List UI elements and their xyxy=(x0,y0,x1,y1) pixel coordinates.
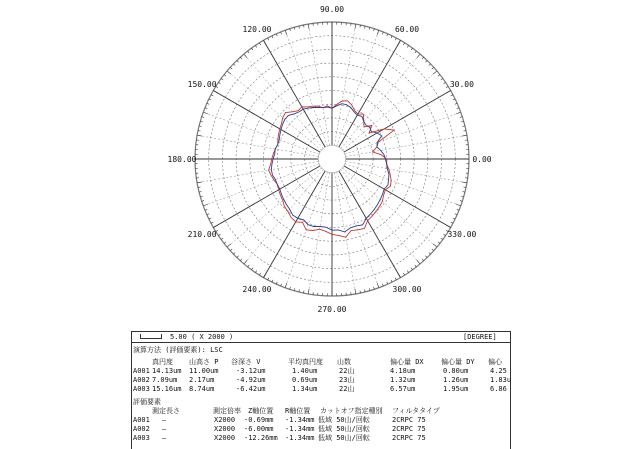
polar-tick xyxy=(444,82,446,83)
polar-tick xyxy=(244,260,247,264)
eval-cell: 2CRPC 75 xyxy=(392,425,426,433)
polar-tick xyxy=(227,244,231,247)
polar-tick xyxy=(417,260,420,264)
polar-tick xyxy=(446,91,450,94)
eval-cell: -12.26mm xyxy=(244,434,278,442)
polar-center xyxy=(318,145,345,172)
calc-cell: 1.34um xyxy=(292,385,318,393)
polar-tick xyxy=(285,30,287,35)
polar-tick xyxy=(462,182,467,183)
eval-header: カットオフ指定種別 xyxy=(320,407,383,415)
polar-tick xyxy=(203,112,208,114)
table-left-border xyxy=(131,331,132,449)
polar-tick xyxy=(432,67,434,69)
calc-header: 山高さ P xyxy=(189,358,219,366)
calc-header: 山数 xyxy=(337,358,351,366)
polar-tick xyxy=(255,45,256,47)
polar-tick xyxy=(355,289,356,294)
polar-tick xyxy=(264,273,267,277)
polar-tick xyxy=(259,43,260,45)
calc-cell: -6.42um xyxy=(236,385,266,393)
polar-tick xyxy=(415,265,417,267)
calc-cell: 23山 xyxy=(339,376,355,384)
polar-tick xyxy=(251,48,252,50)
eval-header: R軸位置 xyxy=(285,407,311,415)
polar-spoke xyxy=(213,91,320,153)
eval-cell: -1.34mm xyxy=(285,416,315,424)
polar-tick xyxy=(438,242,440,244)
calc-cell: -4.92um xyxy=(236,376,266,384)
eval-header: 測定長さ xyxy=(152,407,180,415)
polar-tick xyxy=(224,75,226,77)
calc-header: 偏心 xyxy=(488,358,502,366)
polar-tick xyxy=(456,112,461,114)
polar-tick xyxy=(444,234,446,235)
polar-tick xyxy=(251,268,252,270)
calc-row-id: A002 xyxy=(133,376,150,384)
calc-cell: 22山 xyxy=(339,385,355,393)
polar-tick xyxy=(255,271,256,273)
polar-tick xyxy=(213,91,217,94)
calc-header: 谷深さ V xyxy=(231,358,261,366)
table-header-rule xyxy=(131,342,511,343)
polar-spoke xyxy=(308,172,329,293)
eval-cell: 低域 50山/回転 xyxy=(318,425,370,433)
polar-spoke xyxy=(244,169,323,263)
eval-cell: — xyxy=(162,416,167,424)
calc-cell: 0.80um xyxy=(443,367,469,375)
polar-tick xyxy=(462,135,467,136)
polar-tick xyxy=(432,249,434,251)
polar-tick xyxy=(197,182,202,183)
polar-tick xyxy=(398,40,401,44)
polar-tick xyxy=(422,259,424,261)
polar-tick xyxy=(240,57,242,59)
polar-tick xyxy=(218,82,220,83)
unit-label: [DEGREE] xyxy=(463,333,497,341)
eval-row-id: A003 xyxy=(133,434,150,442)
polar-tick xyxy=(197,135,202,136)
calc-cell: 1.26um xyxy=(443,376,469,384)
polar-tick xyxy=(221,78,223,79)
angle-label: 0.00 xyxy=(472,155,492,164)
calc-cell: 1.40um xyxy=(292,367,318,375)
eval-header: 測定倍率 xyxy=(213,407,241,415)
eval-cell: -1.34mm xyxy=(285,425,315,433)
calc-header: 偏心量 DY xyxy=(441,358,475,366)
polar-tick xyxy=(230,249,232,251)
polar-tick xyxy=(218,234,220,235)
polar-tick xyxy=(456,204,461,206)
angle-label: 150.00 xyxy=(187,80,217,89)
eval-cell: -0.69mm xyxy=(244,416,274,424)
eval-section-label: 評価要素 xyxy=(133,398,161,406)
angle-label: 240.00 xyxy=(242,284,272,294)
polar-tick xyxy=(308,289,309,294)
eval-cell: — xyxy=(162,425,167,433)
eval-cell: -6.00mm xyxy=(244,425,274,433)
polar-tick xyxy=(407,271,408,273)
polar-tick xyxy=(233,64,235,66)
polar-tick xyxy=(377,30,379,35)
polar-tick xyxy=(308,24,309,29)
calc-row-id: A003 xyxy=(133,385,150,393)
table-top-rule xyxy=(131,331,511,332)
calc-cell: 0.69um xyxy=(292,376,318,384)
polar-tick xyxy=(237,256,239,258)
calc-row-id: A001 xyxy=(133,367,150,375)
eval-row-id: A001 xyxy=(133,416,150,424)
eval-cell: X2000 xyxy=(214,416,236,424)
angle-label: 90.00 xyxy=(319,5,345,14)
polar-tick xyxy=(244,54,247,58)
polar-spoke xyxy=(308,24,329,145)
polar-spoke xyxy=(342,168,436,247)
polar-tick xyxy=(417,54,420,58)
polar-tick xyxy=(425,256,427,258)
angle-label: 300.00 xyxy=(392,284,422,294)
polar-tick xyxy=(248,265,250,267)
polar-spoke xyxy=(341,54,420,148)
polar-tick xyxy=(433,71,437,74)
polar-tick xyxy=(233,252,235,254)
eval-cell: X2000 xyxy=(214,434,236,442)
angle-label: 180.00 xyxy=(167,155,197,164)
polar-tick xyxy=(403,273,404,275)
eval-header: フィルタタイプ xyxy=(392,407,440,415)
polar-tick xyxy=(415,51,417,53)
calc-cell: 11.00um xyxy=(189,367,219,375)
eval-row-id: A002 xyxy=(133,425,150,433)
polar-tick xyxy=(377,283,379,288)
polar-tick xyxy=(259,273,260,275)
polar-tick xyxy=(429,252,431,254)
calc-cell: 15.16um xyxy=(152,385,182,393)
calc-cell: 4.18um xyxy=(390,367,416,375)
calc-header: 偏心量 DX xyxy=(390,358,424,366)
polar-spoke xyxy=(345,161,466,182)
polar-spoke xyxy=(227,71,321,150)
polar-tick xyxy=(398,273,401,277)
polar-tick xyxy=(227,71,231,74)
eval-cell: 低域 50山/回転 xyxy=(318,434,370,442)
polar-spoke xyxy=(197,135,318,156)
eval-cell: 2CRPC 75 xyxy=(392,416,426,424)
polar-tick xyxy=(446,225,450,228)
polar-tick xyxy=(429,64,431,66)
polar-spoke xyxy=(264,171,326,278)
calc-cell: -3.12um xyxy=(236,367,266,375)
polar-spoke xyxy=(334,172,355,293)
polar-tick xyxy=(240,259,242,261)
polar-tick xyxy=(213,225,217,228)
polar-spoke xyxy=(334,24,355,145)
eval-header: Z軸位置 xyxy=(248,407,274,415)
table-right-border xyxy=(510,331,511,449)
angle-label: 330.00 xyxy=(447,230,477,239)
polar-spoke xyxy=(345,135,466,156)
eval-cell: -1.34mm xyxy=(285,434,315,442)
polar-tick xyxy=(403,43,404,45)
polar-tick xyxy=(422,57,424,59)
polar-tick xyxy=(248,51,250,53)
polar-tick xyxy=(446,86,448,87)
polar-spoke xyxy=(344,166,451,228)
angle-label: 210.00 xyxy=(187,230,217,239)
polar-spoke xyxy=(341,169,420,263)
calc-cell: 2.17um xyxy=(189,376,215,384)
scale-bar xyxy=(140,334,162,339)
polar-tick xyxy=(230,67,232,69)
polar-spoke xyxy=(342,71,436,150)
polar-tick xyxy=(221,238,223,239)
angle-label: 60.00 xyxy=(394,25,420,35)
polar-tick xyxy=(203,204,208,206)
polar-spoke xyxy=(197,161,318,182)
polar-tick xyxy=(264,40,267,44)
angle-label: 120.00 xyxy=(242,25,272,35)
polar-tick xyxy=(237,60,239,62)
calc-cell: 1.95um xyxy=(443,385,469,393)
calc-cell: 1.83u xyxy=(490,376,512,384)
calc-cell: 8.74um xyxy=(189,385,215,393)
calc-header: 真円度 xyxy=(152,358,173,366)
calc-method-label: 演算方法 (評価要素): LSC xyxy=(133,346,223,354)
angle-label: 30.00 xyxy=(449,80,474,89)
calc-cell: 6.57um xyxy=(390,385,416,393)
calc-header: 平均真円度 xyxy=(288,358,323,366)
eval-cell: X2000 xyxy=(214,425,236,433)
eval-cell: — xyxy=(162,434,167,442)
polar-spoke xyxy=(244,54,323,148)
polar-tick xyxy=(224,242,226,244)
calc-cell: 7.09um xyxy=(152,376,178,384)
polar-tick xyxy=(355,24,356,29)
calc-cell: 22山 xyxy=(339,367,355,375)
polar-tick xyxy=(285,283,287,288)
polar-tick xyxy=(433,244,437,247)
polar-tick xyxy=(411,268,412,270)
polar-tick xyxy=(407,45,408,47)
calc-cell: 14.13um xyxy=(152,367,182,375)
polar-tick xyxy=(441,238,443,239)
polar-tick xyxy=(411,48,412,50)
eval-cell: 2CRPC 75 xyxy=(392,434,426,442)
polar-tick xyxy=(438,75,440,77)
angle-label: 270.00 xyxy=(317,305,347,314)
calc-cell: 4.25 xyxy=(490,367,507,375)
eval-cell: 低域 50山/回転 xyxy=(318,416,370,424)
calc-cell: 1.32um xyxy=(390,376,416,384)
scale-label: 5.00 ( X 2000 ) xyxy=(170,333,234,341)
polar-tick xyxy=(441,78,443,79)
polar-tick xyxy=(425,60,427,62)
calc-cell: 6.86 xyxy=(490,385,507,393)
